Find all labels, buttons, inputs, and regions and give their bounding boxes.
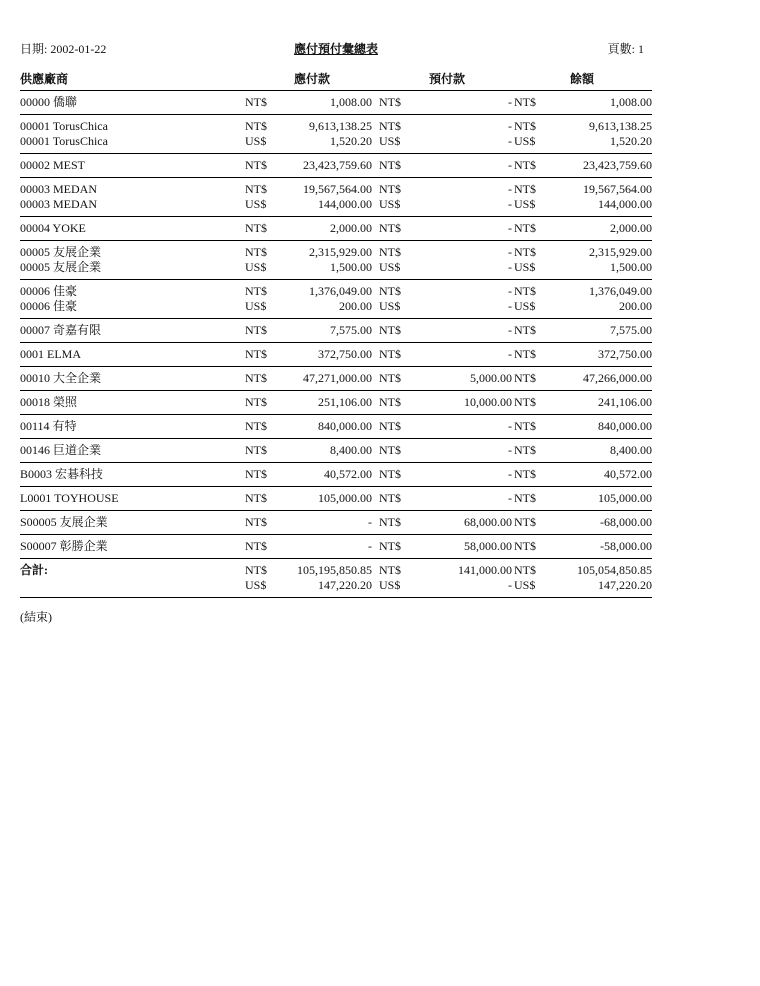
prepaid-currency: NT$ bbox=[379, 119, 401, 133]
payable-amount: 105,195,850.85 bbox=[297, 563, 372, 577]
payable-currency: US$ bbox=[245, 197, 267, 211]
prepaid-currency: US$ bbox=[379, 134, 401, 148]
balance-currency: NT$ bbox=[514, 563, 536, 577]
payable-currency: NT$ bbox=[245, 323, 267, 337]
payable-currency: US$ bbox=[245, 260, 267, 274]
table-row bbox=[20, 347, 652, 362]
payable-amount: 105,000.00 bbox=[318, 491, 372, 505]
balance-amount: 8,400.00 bbox=[610, 443, 652, 457]
balance-currency: NT$ bbox=[514, 119, 536, 133]
balance-currency: NT$ bbox=[514, 245, 536, 259]
supplier-group bbox=[20, 319, 652, 343]
table-row bbox=[20, 158, 652, 173]
prepaid-amount: - bbox=[508, 578, 512, 592]
table-row bbox=[20, 197, 652, 212]
payable-currency: NT$ bbox=[245, 158, 267, 172]
balance-amount: 2,315,929.00 bbox=[589, 245, 652, 259]
payable-amount: 1,520.20 bbox=[330, 134, 372, 148]
prepaid-currency: NT$ bbox=[379, 539, 401, 553]
report-body bbox=[20, 91, 652, 559]
prepaid-currency: NT$ bbox=[379, 467, 401, 481]
table-row bbox=[20, 419, 652, 434]
prepaid-amount: - bbox=[508, 419, 512, 433]
balance-currency: US$ bbox=[514, 197, 536, 211]
supplier-cell: B0003 宏碁科技 bbox=[20, 467, 104, 481]
balance-currency: NT$ bbox=[514, 539, 536, 553]
supplier-group bbox=[20, 217, 652, 241]
payable-currency: NT$ bbox=[245, 563, 267, 577]
supplier-cell: 00146 巨道企業 bbox=[20, 443, 102, 457]
prepaid-currency: NT$ bbox=[379, 395, 401, 409]
table-row bbox=[20, 182, 652, 197]
table-row bbox=[20, 284, 652, 299]
prepaid-amount: - bbox=[508, 347, 512, 361]
payable-currency: NT$ bbox=[245, 95, 267, 109]
payable-amount: 144,000.00 bbox=[318, 197, 372, 211]
balance-amount: 1,520.20 bbox=[610, 134, 652, 148]
prepaid-amount: - bbox=[508, 95, 512, 109]
supplier-group bbox=[20, 367, 652, 391]
prepaid-amount: - bbox=[508, 245, 512, 259]
total-row bbox=[20, 559, 652, 598]
payable-amount: - bbox=[368, 515, 372, 529]
supplier-group bbox=[20, 415, 652, 439]
payable-currency: NT$ bbox=[245, 467, 267, 481]
prepaid-amount: - bbox=[508, 299, 512, 313]
payable-currency: US$ bbox=[245, 134, 267, 148]
balance-currency: US$ bbox=[514, 260, 536, 274]
payable-amount: 840,000.00 bbox=[318, 419, 372, 433]
prepaid-currency: NT$ bbox=[379, 515, 401, 529]
prepaid-currency: US$ bbox=[379, 260, 401, 274]
payable-currency: US$ bbox=[245, 578, 267, 592]
balance-currency: NT$ bbox=[514, 443, 536, 457]
payable-currency: NT$ bbox=[245, 284, 267, 298]
payable-amount: 8,400.00 bbox=[330, 443, 372, 457]
supplier-group bbox=[20, 241, 652, 280]
report-page bbox=[20, 40, 652, 625]
balance-amount: 144,000.00 bbox=[598, 197, 652, 211]
supplier-group bbox=[20, 391, 652, 415]
prepaid-amount: - bbox=[508, 260, 512, 274]
table-row bbox=[20, 491, 652, 506]
payable-amount: 2,315,929.00 bbox=[309, 245, 372, 259]
payable-amount: 2,000.00 bbox=[330, 221, 372, 235]
balance-currency: NT$ bbox=[514, 419, 536, 433]
balance-currency: US$ bbox=[514, 578, 536, 592]
payable-amount: 251,106.00 bbox=[318, 395, 372, 409]
supplier-cell: S00007 彰勝企業 bbox=[20, 539, 108, 553]
supplier-cell: 00114 有特 bbox=[20, 419, 77, 433]
prepaid-currency: NT$ bbox=[379, 443, 401, 457]
balance-amount: 1,008.00 bbox=[610, 95, 652, 109]
balance-currency: NT$ bbox=[514, 491, 536, 505]
prepaid-currency: US$ bbox=[379, 197, 401, 211]
supplier-group bbox=[20, 487, 652, 511]
table-row bbox=[20, 95, 652, 110]
balance-amount: 241,106.00 bbox=[598, 395, 652, 409]
balance-amount: 7,575.00 bbox=[610, 323, 652, 337]
balance-currency: NT$ bbox=[514, 182, 536, 196]
supplier-group bbox=[20, 154, 652, 178]
payable-amount: 372,750.00 bbox=[318, 347, 372, 361]
supplier-cell: 00002 MEST bbox=[20, 158, 86, 172]
col-payable: 應付款 bbox=[294, 72, 331, 86]
report-end: (結束) bbox=[20, 610, 52, 624]
prepaid-amount: - bbox=[508, 284, 512, 298]
supplier-cell: 00007 奇嘉有限 bbox=[20, 323, 102, 337]
payable-amount: 7,575.00 bbox=[330, 323, 372, 337]
col-supplier: 供應廠商 bbox=[20, 72, 69, 86]
payable-currency: NT$ bbox=[245, 395, 267, 409]
supplier-group bbox=[20, 280, 652, 319]
balance-currency: NT$ bbox=[514, 323, 536, 337]
supplier-group bbox=[20, 463, 652, 487]
payable-currency: NT$ bbox=[245, 419, 267, 433]
col-balance: 餘額 bbox=[570, 72, 595, 86]
supplier-group bbox=[20, 91, 652, 115]
supplier-cell: 00006 佳豪 bbox=[20, 299, 78, 313]
supplier-group bbox=[20, 343, 652, 367]
prepaid-currency: NT$ bbox=[379, 221, 401, 235]
payable-currency: NT$ bbox=[245, 119, 267, 133]
payable-amount: 9,613,138.25 bbox=[309, 119, 372, 133]
table-row bbox=[20, 134, 652, 149]
supplier-group bbox=[20, 535, 652, 559]
prepaid-currency: NT$ bbox=[379, 563, 401, 577]
prepaid-currency: NT$ bbox=[379, 491, 401, 505]
report-header bbox=[20, 40, 652, 58]
payable-currency: NT$ bbox=[245, 371, 267, 385]
balance-amount: -68,000.00 bbox=[600, 515, 652, 529]
table-row bbox=[20, 443, 652, 458]
payable-amount: 1,376,049.00 bbox=[309, 284, 372, 298]
table-row bbox=[20, 515, 652, 530]
supplier-cell: 00001 TorusChica bbox=[20, 119, 108, 133]
payable-currency: NT$ bbox=[245, 221, 267, 235]
prepaid-currency: NT$ bbox=[379, 158, 401, 172]
balance-amount: 1,376,049.00 bbox=[589, 284, 652, 298]
report-date: 日期: 2002-01-22 bbox=[20, 42, 107, 56]
supplier-cell: 00000 僑聯 bbox=[20, 95, 78, 109]
prepaid-currency: NT$ bbox=[379, 347, 401, 361]
prepaid-amount: - bbox=[508, 467, 512, 481]
payable-amount: 1,008.00 bbox=[330, 95, 372, 109]
table-row bbox=[20, 299, 652, 314]
supplier-cell: 00003 MEDAN bbox=[20, 182, 97, 196]
balance-currency: NT$ bbox=[514, 371, 536, 385]
balance-currency: NT$ bbox=[514, 221, 536, 235]
payable-currency: NT$ bbox=[245, 347, 267, 361]
prepaid-amount: - bbox=[508, 443, 512, 457]
balance-amount: 840,000.00 bbox=[598, 419, 652, 433]
prepaid-amount: 58,000.00 bbox=[464, 539, 512, 553]
report-title: 應付預付彙總表 bbox=[293, 42, 378, 56]
prepaid-amount: - bbox=[508, 323, 512, 337]
supplier-cell: 00018 榮照 bbox=[20, 395, 78, 409]
prepaid-currency: NT$ bbox=[379, 371, 401, 385]
payable-currency: NT$ bbox=[245, 443, 267, 457]
prepaid-currency: NT$ bbox=[379, 323, 401, 337]
balance-currency: US$ bbox=[514, 299, 536, 313]
table-row bbox=[20, 467, 652, 482]
supplier-group bbox=[20, 115, 652, 154]
table-row bbox=[20, 323, 652, 338]
balance-amount: 23,423,759.60 bbox=[583, 158, 652, 172]
balance-currency: NT$ bbox=[514, 158, 536, 172]
table-row bbox=[20, 563, 652, 578]
table-row bbox=[20, 119, 652, 134]
prepaid-amount: - bbox=[508, 119, 512, 133]
balance-currency: NT$ bbox=[514, 284, 536, 298]
supplier-cell: 0001 ELMA bbox=[20, 347, 81, 361]
balance-amount: 105,054,850.85 bbox=[577, 563, 652, 577]
balance-amount: 1,500.00 bbox=[610, 260, 652, 274]
payable-currency: NT$ bbox=[245, 539, 267, 553]
balance-currency: NT$ bbox=[514, 95, 536, 109]
column-headers bbox=[20, 70, 652, 91]
table-row bbox=[20, 395, 652, 410]
supplier-cell: 00005 友展企業 bbox=[20, 260, 102, 274]
balance-amount: 372,750.00 bbox=[598, 347, 652, 361]
payable-amount: 147,220.20 bbox=[318, 578, 372, 592]
payable-amount: 40,572.00 bbox=[324, 467, 372, 481]
prepaid-amount: 5,000.00 bbox=[470, 371, 512, 385]
balance-currency: NT$ bbox=[514, 395, 536, 409]
balance-currency: NT$ bbox=[514, 515, 536, 529]
supplier-group bbox=[20, 439, 652, 463]
prepaid-amount: - bbox=[508, 158, 512, 172]
supplier-group bbox=[20, 178, 652, 217]
balance-amount: -58,000.00 bbox=[600, 539, 652, 553]
prepaid-currency: US$ bbox=[379, 578, 401, 592]
prepaid-currency: NT$ bbox=[379, 95, 401, 109]
balance-currency: NT$ bbox=[514, 347, 536, 361]
balance-currency: NT$ bbox=[514, 467, 536, 481]
supplier-group bbox=[20, 511, 652, 535]
payable-amount: 47,271,000.00 bbox=[303, 371, 372, 385]
payable-amount: 19,567,564.00 bbox=[303, 182, 372, 196]
prepaid-amount: - bbox=[508, 221, 512, 235]
supplier-cell: 合計: bbox=[20, 563, 48, 577]
page-number: 頁數: 1 bbox=[607, 42, 644, 56]
prepaid-currency: NT$ bbox=[379, 284, 401, 298]
supplier-cell: S00005 友展企業 bbox=[20, 515, 108, 529]
prepaid-amount: - bbox=[508, 491, 512, 505]
prepaid-currency: NT$ bbox=[379, 245, 401, 259]
balance-amount: 47,266,000.00 bbox=[583, 371, 652, 385]
supplier-cell: L0001 TOYHOUSE bbox=[20, 491, 119, 505]
supplier-cell: 00005 友展企業 bbox=[20, 245, 102, 259]
prepaid-amount: 10,000.00 bbox=[464, 395, 512, 409]
payable-amount: 200.00 bbox=[339, 299, 372, 313]
balance-currency: US$ bbox=[514, 134, 536, 148]
balance-amount: 40,572.00 bbox=[604, 467, 652, 481]
balance-amount: 105,000.00 bbox=[598, 491, 652, 505]
prepaid-amount: - bbox=[508, 182, 512, 196]
supplier-cell: 00010 大全企業 bbox=[20, 371, 102, 385]
balance-amount: 147,220.20 bbox=[598, 578, 652, 592]
payable-currency: US$ bbox=[245, 299, 267, 313]
table-row bbox=[20, 371, 652, 386]
balance-amount: 200.00 bbox=[619, 299, 652, 313]
prepaid-amount: - bbox=[508, 134, 512, 148]
payable-currency: NT$ bbox=[245, 515, 267, 529]
table-row bbox=[20, 245, 652, 260]
payable-amount: 23,423,759.60 bbox=[303, 158, 372, 172]
supplier-cell: 00003 MEDAN bbox=[20, 197, 97, 211]
balance-amount: 9,613,138.25 bbox=[589, 119, 652, 133]
prepaid-amount: 141,000.00 bbox=[458, 563, 512, 577]
supplier-cell: 00006 佳豪 bbox=[20, 284, 78, 298]
payable-amount: - bbox=[368, 539, 372, 553]
payable-currency: NT$ bbox=[245, 245, 267, 259]
prepaid-currency: US$ bbox=[379, 299, 401, 313]
prepaid-amount: 68,000.00 bbox=[464, 515, 512, 529]
prepaid-amount: - bbox=[508, 197, 512, 211]
balance-amount: 2,000.00 bbox=[610, 221, 652, 235]
payable-amount: 1,500.00 bbox=[330, 260, 372, 274]
payable-currency: NT$ bbox=[245, 491, 267, 505]
table-row bbox=[20, 221, 652, 236]
col-prepaid: 預付款 bbox=[429, 72, 466, 86]
supplier-cell: 00004 YOKE bbox=[20, 221, 86, 235]
prepaid-currency: NT$ bbox=[379, 182, 401, 196]
payable-currency: NT$ bbox=[245, 182, 267, 196]
table-row bbox=[20, 539, 652, 554]
balance-amount: 19,567,564.00 bbox=[583, 182, 652, 196]
table-row bbox=[20, 578, 652, 593]
table-row bbox=[20, 260, 652, 275]
prepaid-currency: NT$ bbox=[379, 419, 401, 433]
supplier-cell: 00001 TorusChica bbox=[20, 134, 108, 148]
